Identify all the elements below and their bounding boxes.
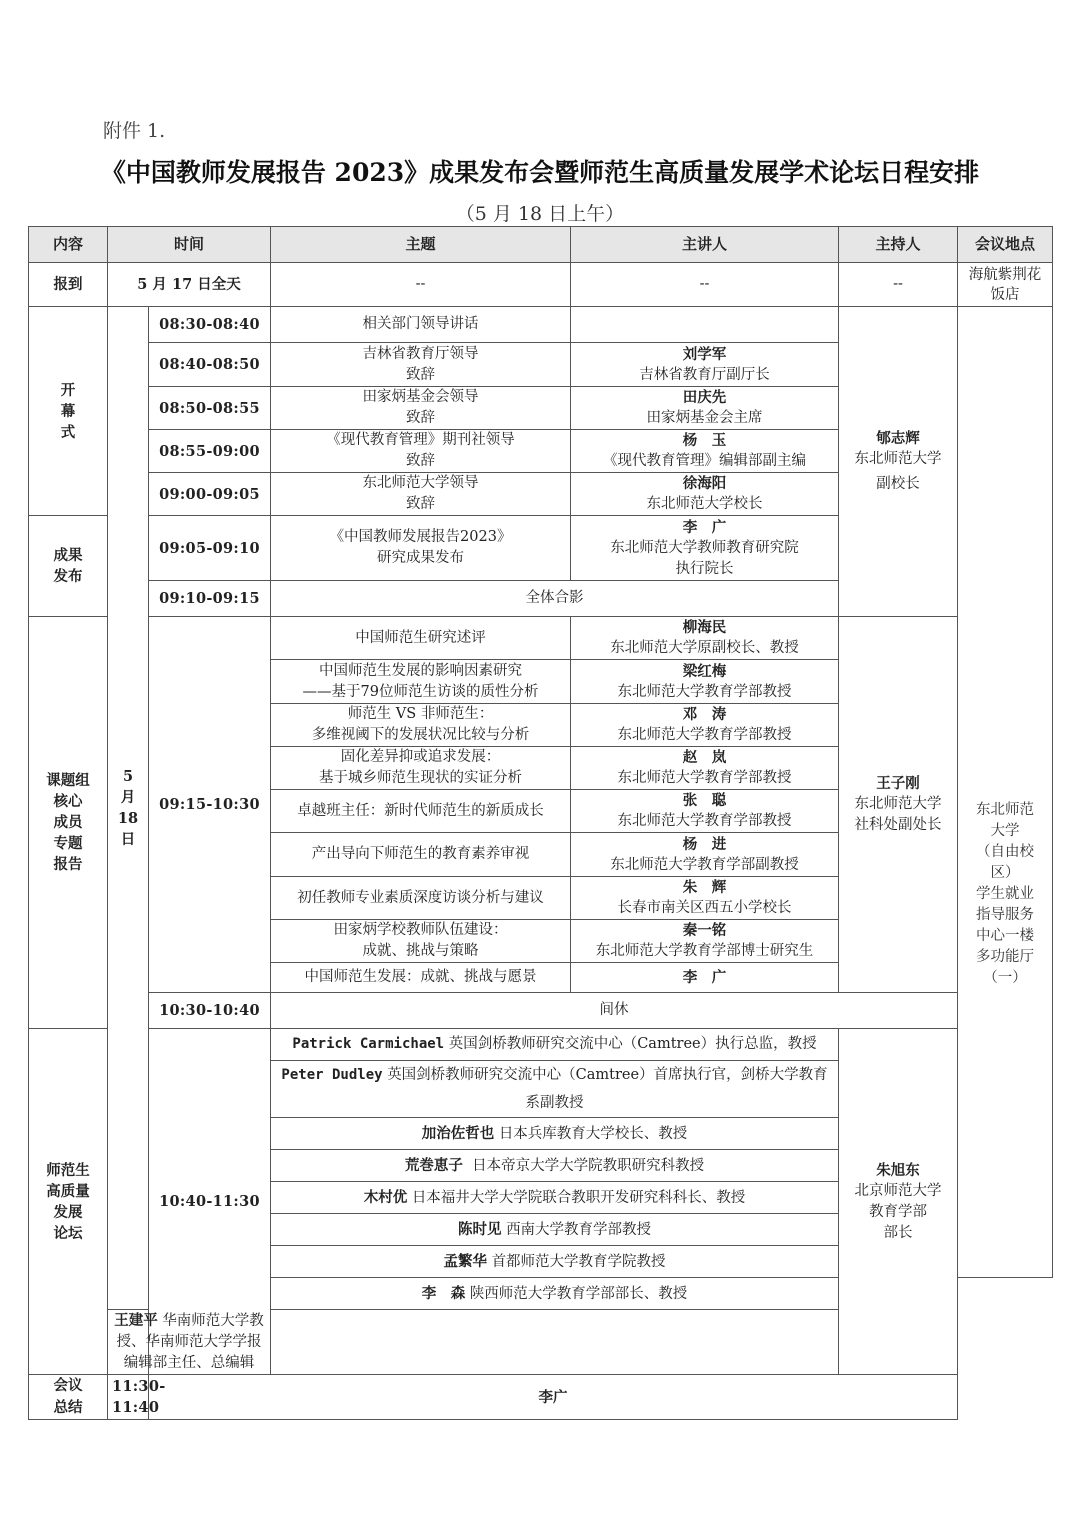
reports-label: 课题组 核心 成员 专题 报告 — [29, 617, 108, 1029]
registration-row — [29, 263, 1053, 307]
speaker-cell: 李 广 — [571, 963, 839, 993]
speaker-cell — [571, 307, 839, 343]
topic-cell: 中国师范生发展：成就、挑战与愿景 — [271, 963, 571, 993]
forum-speaker-cell: 孟繁华 首都师范大学教育学院教授 — [271, 1246, 839, 1278]
speaker-cell: 梁红梅 东北师范大学教育学部教授 — [571, 660, 839, 704]
topic-cell: 固化差异抑或追求发展： 基于城乡师范生现状的实证分析 — [271, 747, 571, 790]
topic-cell: 《现代教育管理》期刊社领导 致辞 — [271, 430, 571, 473]
speaker-cell: 张 聪 东北师范大学教育学部教授 — [571, 790, 839, 833]
forum-speaker-cell: 王建平 华南师范大学教授、华南师范大学学报编辑部主任、总编辑 — [108, 1310, 271, 1375]
break-row — [29, 993, 1053, 1029]
topic-cell: 东北师范大学领导 致辞 — [271, 473, 571, 516]
reports-host: 王子刚 东北师范大学 社科处副处长 — [839, 617, 958, 993]
header-location: 会议地点 — [958, 227, 1053, 263]
header-time: 时间 — [108, 227, 271, 263]
time-cell: 08:40-08:50 — [149, 343, 271, 387]
topic-cell: 《中国教师发展报告2023》 研究成果发布 — [271, 516, 571, 581]
time-cell: 09:15-10:30 — [149, 617, 271, 993]
date-label: 5 月 18 日 — [108, 307, 149, 1310]
speaker-cell: 徐海阳 东北师范大学校长 — [571, 473, 839, 516]
table-row — [29, 1029, 1053, 1061]
opening-label: 开 幕 式 — [29, 307, 108, 516]
summary-label: 会议 总结 — [29, 1375, 108, 1420]
forum-label: 师范生 高质量 发展 论坛 — [29, 1029, 108, 1375]
forum-speaker-cell: Peter Dudley 英国剑桥教师研究交流中心（Camtree）首席执行官，剑桥大学教育系副教授 — [271, 1061, 839, 1118]
topic-cell: 中国师范生发展的影响因素研究 ——基于79位师范生访谈的质性分析 — [271, 660, 571, 704]
registration-topic: -- — [271, 263, 571, 307]
venue-cell: 东北师范 大学 （自由校 区） 学生就业 指导服务 中心一楼 多功能厅 （一） — [958, 307, 1053, 1278]
time-cell: 10:30-10:40 — [149, 993, 271, 1029]
forum-host: 朱旭东 北京师范大学 教育学部 部长 — [839, 1029, 958, 1375]
topic-cell: 产出导向下师范生的教育素养审视 — [271, 833, 571, 877]
registration-label: 报到 — [29, 263, 108, 307]
schedule-table — [28, 226, 1053, 1420]
topic-cell: 相关部门领导讲话 — [271, 307, 571, 343]
speaker-cell: 田庆先 田家炳基金会主席 — [571, 387, 839, 430]
header-row — [29, 227, 1053, 263]
topic-cell: 田家炳学校教师队伍建设： 成就、挑战与策略 — [271, 920, 571, 963]
forum-speaker-cell: 陈时见 西南大学教育学部教授 — [271, 1214, 839, 1246]
header-speaker: 主讲人 — [571, 227, 839, 263]
registration-time: 5 月 17 日全天 — [108, 263, 271, 307]
break-cell: 间休 — [271, 993, 958, 1029]
summary-speaker: 李广 — [149, 1375, 958, 1420]
time-cell: 09:00-09:05 — [149, 473, 271, 516]
time-cell: 10:40-11:30 — [149, 1029, 271, 1375]
topic-cell: 田家炳基金会领导 致辞 — [271, 387, 571, 430]
forum-speaker-cell: 加治佐哲也 日本兵库教育大学校长、教授 — [271, 1118, 839, 1150]
speaker-cell: 邓 涛 东北师范大学教育学部教授 — [571, 704, 839, 747]
topic-cell: 吉林省教育厅领导 致辞 — [271, 343, 571, 387]
photo-cell: 全体合影 — [271, 581, 839, 617]
speaker-cell: 李 广 东北师范大学教师教育研究院 执行院长 — [571, 516, 839, 581]
registration-location: 海航紫荆花饭店 — [958, 263, 1053, 307]
topic-cell: 卓越班主任：新时代师范生的新质成长 — [271, 790, 571, 833]
attachment-label: 附件 1. — [103, 120, 166, 142]
topic-cell: 初任教师专业素质深度访谈分析与建议 — [271, 877, 571, 920]
forum-speaker-cell: Patrick Carmichael 英国剑桥教师研究交流中心（Camtree）执行总监，教授 — [271, 1029, 839, 1061]
time-cell: 09:05-09:10 — [149, 516, 271, 581]
time-cell: 08:55-09:00 — [149, 430, 271, 473]
header-topic: 主题 — [271, 227, 571, 263]
time-cell: 08:50-08:55 — [149, 387, 271, 430]
time-cell: 08:30-08:40 — [149, 307, 271, 343]
release-label: 成果 发布 — [29, 516, 108, 617]
speaker-cell: 杨 进 东北师范大学教育学部副教授 — [571, 833, 839, 877]
topic-cell: 中国师范生研究述评 — [271, 617, 571, 660]
speaker-cell: 秦一铭 东北师范大学教育学部博士研究生 — [571, 920, 839, 963]
topic-cell: 师范生 VS 非师范生： 多维视阈下的发展状况比较与分析 — [271, 704, 571, 747]
forum-speaker-cell: 木村优 日本福井大学大学院联合教职开发研究科科长、教授 — [271, 1182, 839, 1214]
time-cell: 09:10-09:15 — [149, 581, 271, 617]
opening-host: 郇志辉 东北师范大学 副校长 — [839, 307, 958, 617]
table-row — [29, 307, 1053, 343]
header-host: 主持人 — [839, 227, 958, 263]
speaker-cell: 刘学军 吉林省教育厅副厅长 — [571, 343, 839, 387]
speaker-cell: 赵 岚 东北师范大学教育学部教授 — [571, 747, 839, 790]
speaker-cell: 朱 辉 长春市南关区西五小学校长 — [571, 877, 839, 920]
table-row — [29, 617, 1053, 660]
header-content: 内容 — [29, 227, 108, 263]
summary-row — [29, 1375, 1053, 1420]
forum-speaker-cell: 李 森 陕西师范大学教育学部部长、教授 — [271, 1278, 839, 1310]
page-subtitle: （5 月 18 日上午） — [455, 203, 625, 225]
speaker-cell: 杨 玉 《现代教育管理》编辑部副主编 — [571, 430, 839, 473]
page-title: 《中国教师发展报告 2023》成果发布会暨师范生高质量发展学术论坛日程安排 — [100, 158, 980, 187]
registration-speaker: -- — [571, 263, 839, 307]
registration-host: -- — [839, 263, 958, 307]
speaker-cell: 柳海民 东北师范大学原副校长、教授 — [571, 617, 839, 660]
time-cell: 11:30-11:40 — [108, 1375, 149, 1420]
forum-speaker-cell: 荒巻恵子 日本帝京大学大学院教职研究科教授 — [271, 1150, 839, 1182]
